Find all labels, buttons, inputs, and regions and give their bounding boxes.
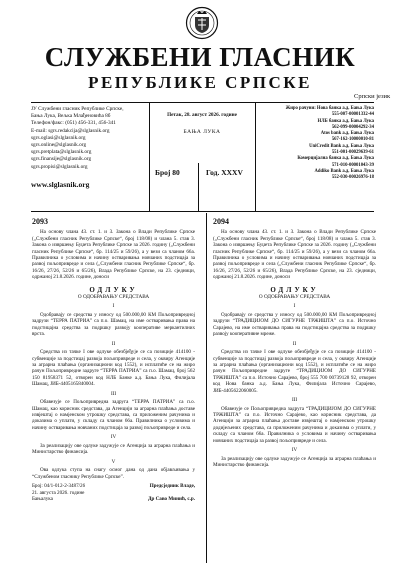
- article-2094: 2094 На основу члана 43. ст. 1. и 3. Закона о Влади Републике Српске („Службени гласник Републике Српске“, број 118/08) и члана 5. став 3. Закона о извршењу Буџета Републике Српске за 2026. годину („Службени гласник Републике Српске“, бр. 114/25 и 59/26), а у вези са чланом 66а. Правилника о условима и начину остваривања новчаних подстицаја за развој пољопривреде и села („Службени гласник Републике Српске“, бр. 16/26, 27/26, 52/26 и 65/26), Влада Републике Српске, на 23. сједници, одржаној 21.8.2026. године, доноси ОДЛУКУ О ОДОБРАВАЊУ СРЕДСТАВА I Одобравају се средства у износу од 500.000,00 КМ Пољопривредној задрузи “ТРАДИЦИЈОМ ДО СИГУРНЕ ТРЖИШТА” са п.о. Источно Сарајево, на име остваривања права на подстицајна средства за подршку развоју кооперативне мреже. II Средства из тачке I ове одлуке обезбјеђује се са позиције 414100 - субвенције за подстицај развоја пољопривреде и села, у оквиру Агенције за аграрна плаћања (организациони код 1552), и исплатиће се на жиро рачун Пољопривредне задруге “ТРАДИЦИЈОМ ДО СИГУРНЕ ТРЖИШТА” са п.о. Источно Сарајево, број 555 700 00739128 92, отворен код Нова банка а.д. Бања Лука, Филијала Источно Сарајево, ЈИБ-4405622060005. III Обавезује се Пољопривредна задруга “ТРАДИЦИЈОМ ДО СИГУРНЕ ТРЖИШТА” са п.о. Источно Сарајево, као корисник средстава, да Агенцији за аграрна плаћања доставе извјештај о намјенском утрошку додијељених средстава, са приложеним рачунима и доказима о уплати, у складу са чланом 66а. Правилника о условима и начину остваривања новчаних подстицаја за развој пољопривреде и села. IV За реализацију ове одлуке задужује се Агенција за аграрна плаћања и Министарство финансија.: [213, 217, 376, 468]
- signature-block: Број: 04/1-012-2-3487/26 21. августа 2026. године Бањалука Предсједник Владе, Др Саво Минић, с.р.: [32, 483, 195, 502]
- bank-accounts: Жиро рачуни: Нова банка а.д. Бања Лука 555-007-00001332-44 НЛБ банка а.д. Бања Лука 562-099-00004292-34 Atos bank а.д. Бања Лука 567-162-10000010-81 UniCredit Bank а.д. Бања Лука 551-001-00029639-61 Комерцијална банка а.д. Бања Лука 571-010-00001043-39 Addiko Bank а.д. Бања Лука 552-030-00026976-18: [285, 106, 374, 181]
- coat-of-arms-icon: [185, 6, 219, 40]
- issue-date: Петак, 28. август 2026. године: [167, 112, 237, 118]
- preamble: На основу члана 43. ст. 1. и 3. Закона о Влади Републике Српске („Службени гласник Републике Српске“, број 118/08) и члана 5. став 3. Закона о извршењу Буџета Републике Српске за 2026. годину („Службени гласник Републике Српске“, бр. 114/25 и 59/26), а у вези са чланом 66а. Правилника о условима и начину остваривања новчаних подстицаја за развој пољопривреде и села („Службени гласник Републике Српске“, бр. 16/26, 27/26, 52/26 и 65/26), Влада Републике Српске, на 23. сједници, одржаној 21.8.2026. године, доноси: [32, 229, 195, 281]
- issue-city: БАЊА ЛУКА: [183, 129, 221, 135]
- gazette-title: СЛУЖБЕНИ ГЛАСНИК: [44, 42, 356, 72]
- decision-subheading: О ОДОБРАВАЊУ СРЕДСТАВА: [258, 294, 331, 301]
- article-number: 2094: [213, 217, 229, 226]
- issue-year: Год. XXXV: [206, 168, 243, 177]
- language-label: Српски језик: [354, 93, 391, 100]
- article-number: 2093: [32, 217, 48, 226]
- issue-number: Број 80: [155, 168, 180, 177]
- column-divider: [206, 213, 207, 563]
- issue-meta: [152, 106, 252, 177]
- gazette-subtitle: РЕПУБЛИКЕ СРПСКЕ: [88, 73, 312, 92]
- decision-subheading: О ОДОБРАВАЊУ СРЕДСТАВА: [77, 294, 150, 301]
- publisher-info: ЈУ Службени гласник Републике Српске, Бања Лука, Вељка Млађеновића 8б Телефон/факс: (051) 456-331, 456-341 E-mail: sgrs.redakcija@slglasnik.org sgrs.oglasi@slglasnik.org sgrs.online@slglasnik.org sgrs.pretplata@slglasnik.org sgrs.finansije@slglasnik.org sgrs.propisi@slglasnik.org www.slglasnik.org: [31, 106, 149, 188]
- decision-heading: ОДЛУКУ: [89, 285, 138, 294]
- issue-header: [31, 102, 374, 212]
- preamble: На основу члана 43. ст. 1. и 3. Закона о Влади Републике Српске („Службени гласник Републике Српске“, број 118/08) и члана 5. став 3. Закона о извршењу Буџета Републике Српске за 2026. годину („Службени гласник Републике Српске“, бр. 114/25 и 59/26), а у вези са чланом 66а. Правилника о условима и начину остваривања новчаних подстицаја за развој пољопривреде и села („Службени гласник Републике Српске“, бр. 16/26, 27/26, 52/26 и 65/26), Влада Републике Српске, на 23. сједници, одржаној 21.8.2026. године, доноси: [213, 229, 376, 281]
- website-link[interactable]: www.slglasnik.org: [31, 179, 90, 189]
- article-2093: 2093 На основу члана 43. ст. 1. и 3. Закона о Влади Републике Српске („Службени гласник Републике Српске“, број 118/08) и члана 5. став 3. Закона о извршењу Буџета Републике Српске за 2026. годину („Службени гласник Републике Српске“, бр. 114/25 и 59/26), а у вези са чланом 66а. Правилника о условима и начину остваривања новчаних подстицаја за развој пољопривреде и села („Службени гласник Републике Српске“, бр. 16/26, 27/26, 52/26 и 65/26), Влада Републике Српске, на 23. сједници, одржаној 21.8.2026. године, доноси ОДЛУКУ О ОДОБРАВАЊУ СРЕДСТАВА I Одобравају се средства у износу од 500.000,00 КМ Пољопривредној задрузи “ТЕРРА ПАТРИА” са п.о. Шамац, на име остваривања права на подстицајна средства за подршку развоју кооперативе меркантилних врста. II Средства из тачке I ове одлуке обезбјеђује се са позиције 414100 - субвенције за подстицај развоја пољопривреде и села, у оквиру Агенције за аграрна плаћања (организациони код 1552), и исплатиће се на жиро рачун Пољопривредне задруге “ТЕРРА ПАТРИА” са п.о. Шамац, број 562 150 81958371 52, отворен код НЛБ Банке а.д. Бања Лука, Филијала Шамац, ЈИБ-4405165840004. III Обавезује се Пољопривредна задруга “ТЕРРА ПАТРИА” са п.о. Шамац, као корисник средстава, да Агенцији за аграрна плаћања доставе извјештај о намјенском утрошку средстава, са приложеним рачунима и доказима о уплати, у складу са чланом 66а. Правилника о условима и начину остваривања новчаних подстицаја за развој пољопривреде и села. IV За реализацију ове одлуке задужује се Агенција за аграрна плаћања и Министарство финансија. V Ова одлука ступа на снагу осмог дана од дана објављивања у “Службеном гласнику Републике Српске”. Број: 04/1-012-2-3487/26 21. августа 2026. године Бањалука Предсједник Владе, Др Саво Минић, с.р.: [32, 217, 195, 502]
- decision-heading: ОДЛУКУ: [270, 285, 319, 294]
